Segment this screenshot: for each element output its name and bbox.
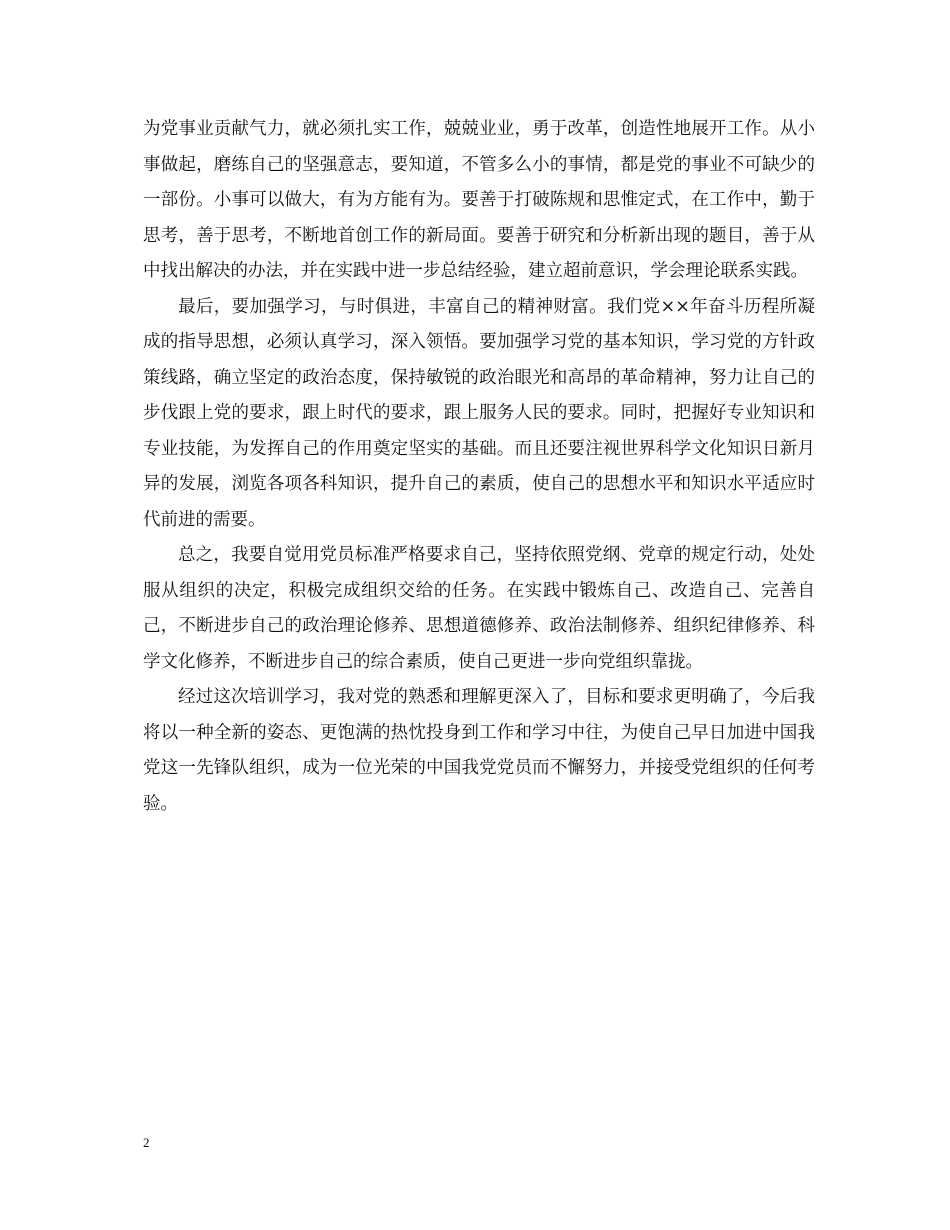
page-number: 2 (143, 1135, 150, 1150)
paragraph-study: 最后，要加强学习，与时俱进，丰富自己的精神财富。我们党××年奋斗历程所凝成的指导思想，必须认真学习，深入领悟。要加强学习党的基本知识，学习党的方针政策线路，确立坚定的政治态度，保持敏锐的政治眼光和高昂的革命精神，努力让自己的步伐跟上党的要求，跟上时代的要求，跟上服务人民的要求。同时，把握好专业知识和专业技能，为发挥自己的作用奠定坚实的基础。而且还要注视世界科学文化知识日新月异的发展，浏览各项各科知识，提升自己的素质，使自己的思想水平和知识水平适应时代前进的需要。 (143, 296, 815, 530)
paragraph-summary: 总之，我要自觉用党员标准严格要求自己，坚持依照党纲、党章的规定行动，处处服从组织的决定，积极完成组织交给的任务。在实践中锻炼自己、改造自己、完善自己，不断进步自己的政治理论修养、思想道德修养、政治法制修养、组织纪律修养、科学文化修养，不断进步自己的综合素质，使自己更进一步向党组织靠拢。 (143, 545, 815, 672)
paragraph-conclusion: 经过这次培训学习，我对党的熟悉和理解更深入了，目标和要求更明确了，今后我将以一种全新的姿态、更饱满的热忱投身到工作和学习中往，为使自己早日加进中国我党这一先锋队组织，成为一位光荣的中国我党党员而不懈努力，并接受党组织的任何考验。 (143, 687, 815, 814)
document-body (143, 112, 815, 822)
paragraph-continuation: 为党事业贡献气力，就必须扎实工作，兢兢业业，勇于改革，创造性地展开工作。从小事做起，磨练自己的坚强意志，要知道，不管多么小的事情，都是党的事业不可缺少的一部份。小事可以做大，有为方能有为。要善于打破陈规和思惟定式，在工作中，勤于思考，善于思考，不断地首创工作的新局面。要善于研究和分析新出现的题目，善于从中找出解决的办法，并在实践中进一步总结经验，建立超前意识，学会理论联系实践。 (143, 119, 815, 281)
